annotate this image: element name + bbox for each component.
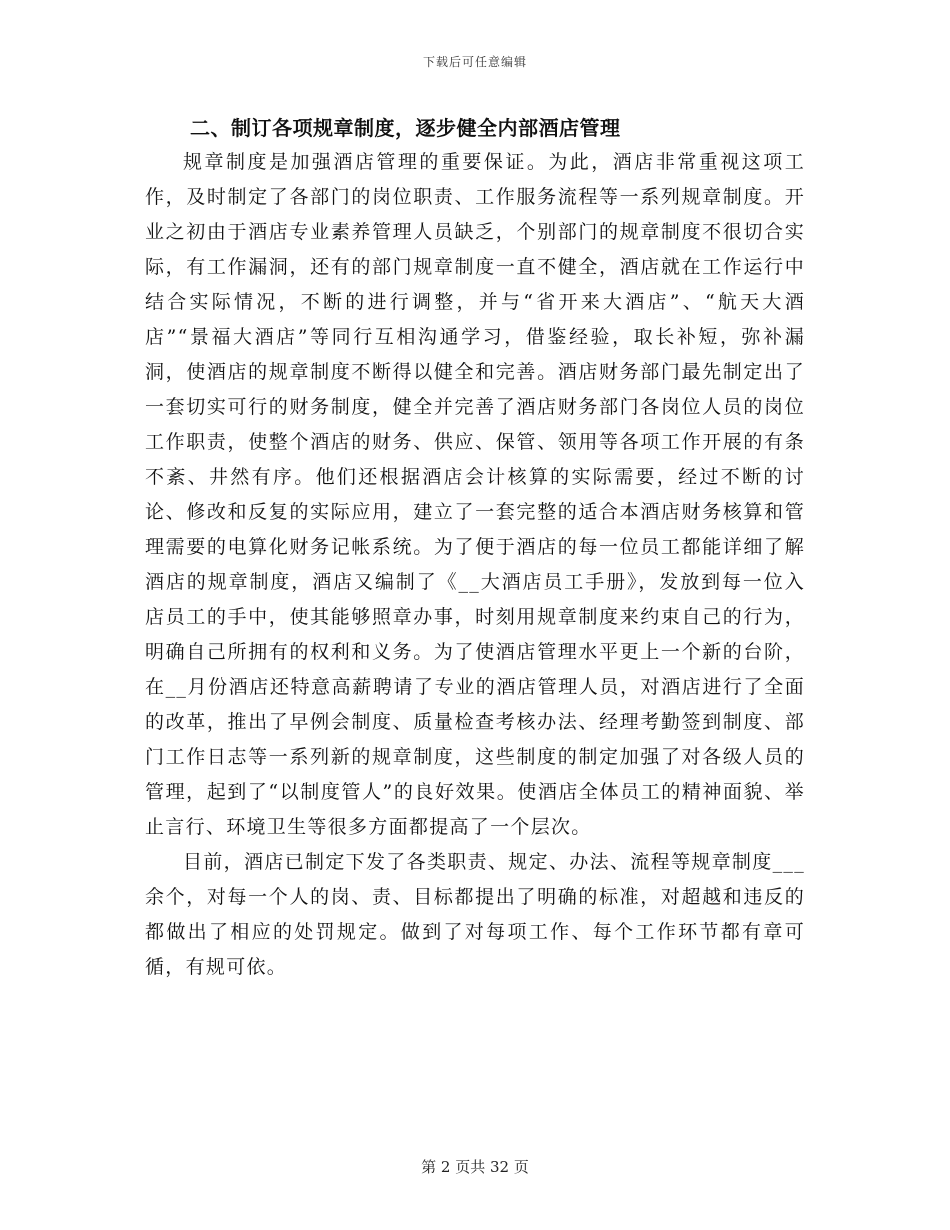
- document-body: [145, 112, 805, 985]
- section-title: 二、制订各项规章制度，逐步健全内部酒店管理: [190, 116, 621, 140]
- paragraph-current-status: 目前，酒店已制定下发了各类职责、规定、办法、流程等规章制度___余个，对每一个人的岗、责、目标都提出了明确的标准，对超越和违反的都做出了相应的处罚规定。做到了对每项工作、每个工作环节都有章可循，有规可依。: [145, 851, 805, 978]
- page-header: 下载后可任意编辑: [422, 55, 527, 69]
- paragraph-rules-overview: 规章制度是加强酒店管理的重要保证。为此，酒店非常重视这项工作，及时制定了各部门的岗位职责、工作服务流程等一系列规章制度。开业之初由于酒店专业素养管理人员缺乏，个别部门的规章制度不很切合实际，有工作漏洞，还有的部门规章制度一直不健全，酒店就在工作运行中结合实际情况，不断的进行调整，并与“省开来大酒店”、“航天大酒店”“景福大酒店”等同行互相沟通学习，借鉴经验，取长补短，弥补漏洞，使酒店的规章制度不断得以健全和完善。酒店财务部门最先制定出了一套切实可行的财务制度，健全并完善了酒店财务部门各岗位人员的岗位工作职责，使整个酒店的财务、供应、保管、领用等各项工作开展的有条不紊、井然有序。他们还根据酒店会计核算的实际需要，经过不断的讨论、修改和反复的实际应用，建立了一套完整的适合本酒店财务核算和管理需要的电算化财务记帐系统。为了便于酒店的每一位员工都能详细了解酒店的规章制度，酒店又编制了《__大酒店员工手册》，发放到每一位入店员工的手中，使其能够照章办事，时刻用规章制度来约束自己的行为，明确自己所拥有的权利和义务。为了使酒店管理水平更上一个新的台阶，在__月份酒店还特意高薪聘请了专业的酒店管理人员，对酒店进行了全面的改革，推出了早例会制度、质量检查考核办法、经理考勤签到制度、部门工作日志等一系列新的规章制度，这些制度的制定加强了对各级人员的管理，起到了“以制度管人”的良好效果。使酒店全体员工的精神面貌、举止言行、环境卫生等很多方面都提高了一个层次。: [145, 151, 805, 838]
- page-number: 第 2 页共 32 页: [421, 1158, 529, 1176]
